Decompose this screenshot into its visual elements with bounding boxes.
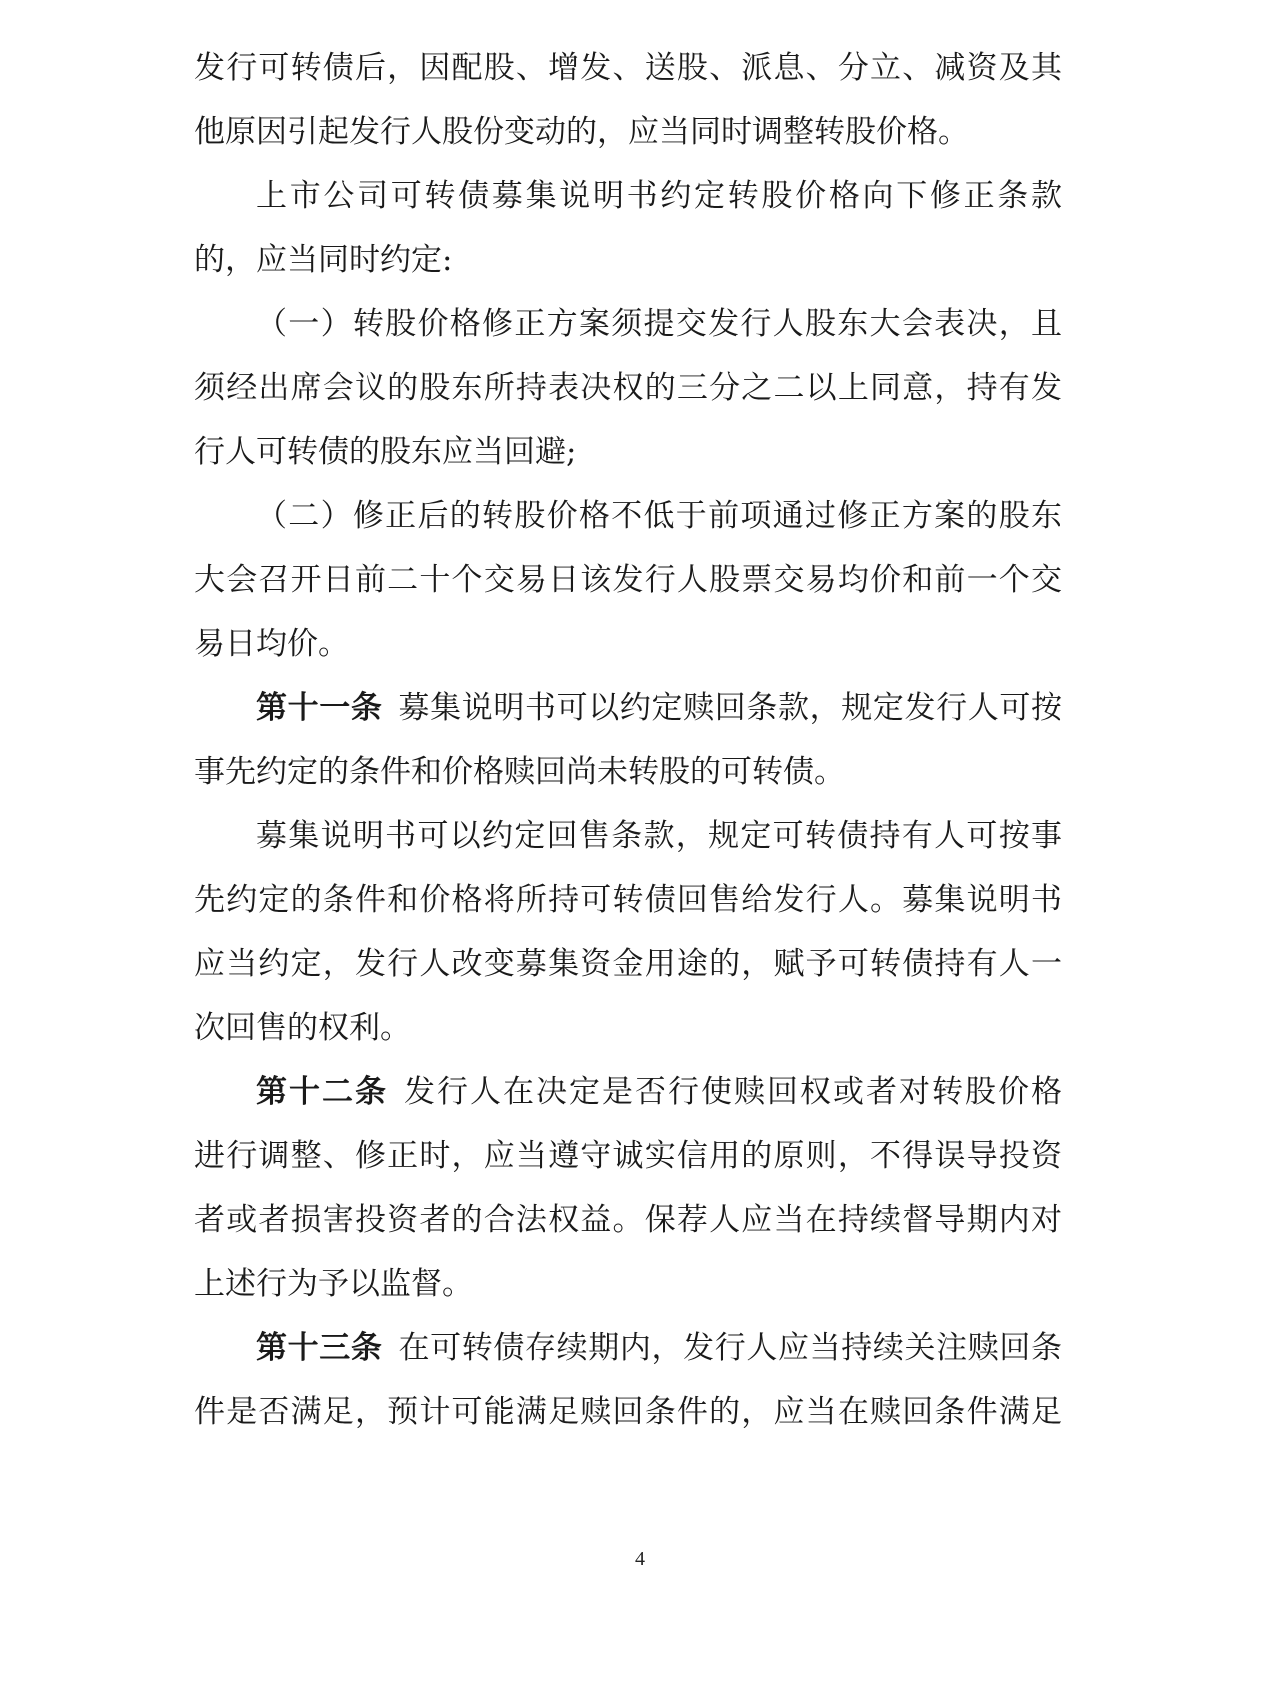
text-line-2: 他原因引起发行人股份变动的，应当同时调整转股价格。 — [194, 114, 969, 150]
article-13-line-1 — [194, 1316, 1062, 1380]
text-line-15: 应当约定，发行人改变募集资金用途的，赋予可转债持有人一 — [194, 946, 1062, 982]
text-line-9: 大会召开日前二十个交易日该发行人股票交易均价和前一个交 — [194, 562, 1062, 598]
text-line-12: 事先约定的条件和价格赎回尚未转股的可转债。 — [194, 754, 845, 790]
document-page — [194, 36, 1062, 1444]
text-line-16: 次回售的权利。 — [194, 1010, 411, 1046]
text-line-19: 者或者损害投资者的合法权益。保荐人应当在持续督导期内对 — [194, 1202, 1062, 1238]
text-line-10: 易日均价。 — [194, 626, 349, 662]
text-line-7: 行人可转债的股东应当回避; — [194, 434, 577, 470]
text-line-18: 进行调整、修正时，应当遵守诚实信用的原则，不得误导投资 — [194, 1138, 1062, 1174]
article-12-line-1 — [194, 1060, 1062, 1124]
article-11-line-1 — [194, 676, 1062, 740]
text-line-4: 的，应当同时约定: — [194, 242, 453, 278]
text-line-13: 募集说明书可以约定回售条款，规定可转债持有人可按事 — [256, 818, 1062, 854]
article-heading: 第十三条 — [256, 1330, 383, 1366]
text-line-1: 发行可转债后，因配股、增发、送股、派息、分立、减资及其 — [194, 50, 1062, 86]
text-line-20: 上述行为予以监督。 — [194, 1266, 473, 1302]
page-number: 4 — [635, 1548, 645, 1570]
article-text: 在可转债存续期内，发行人应当持续关注赎回条 — [398, 1330, 1062, 1366]
text-line-5: （一）转股价格修正方案须提交发行人股东大会表决，且 — [256, 306, 1062, 342]
text-line-6: 须经出席会议的股东所持表决权的三分之二以上同意，持有发 — [194, 370, 1062, 406]
text-line-14: 先约定的条件和价格将所持可转债回售给发行人。募集说明书 — [194, 882, 1062, 918]
text-line-3: 上市公司可转债募集说明书约定转股价格向下修正条款 — [256, 178, 1062, 214]
article-text: 募集说明书可以约定赎回条款，规定发行人可按 — [398, 690, 1062, 726]
text-line-22: 件是否满足，预计可能满足赎回条件的，应当在赎回条件满足 — [194, 1394, 1062, 1430]
article-heading: 第十一条 — [256, 690, 383, 726]
article-text: 发行人在决定是否行使赎回权或者对转股价格 — [404, 1074, 1062, 1110]
text-line-8: （二）修正后的转股价格不低于前项通过修正方案的股东 — [256, 498, 1062, 534]
article-heading: 第十二条 — [256, 1074, 388, 1110]
